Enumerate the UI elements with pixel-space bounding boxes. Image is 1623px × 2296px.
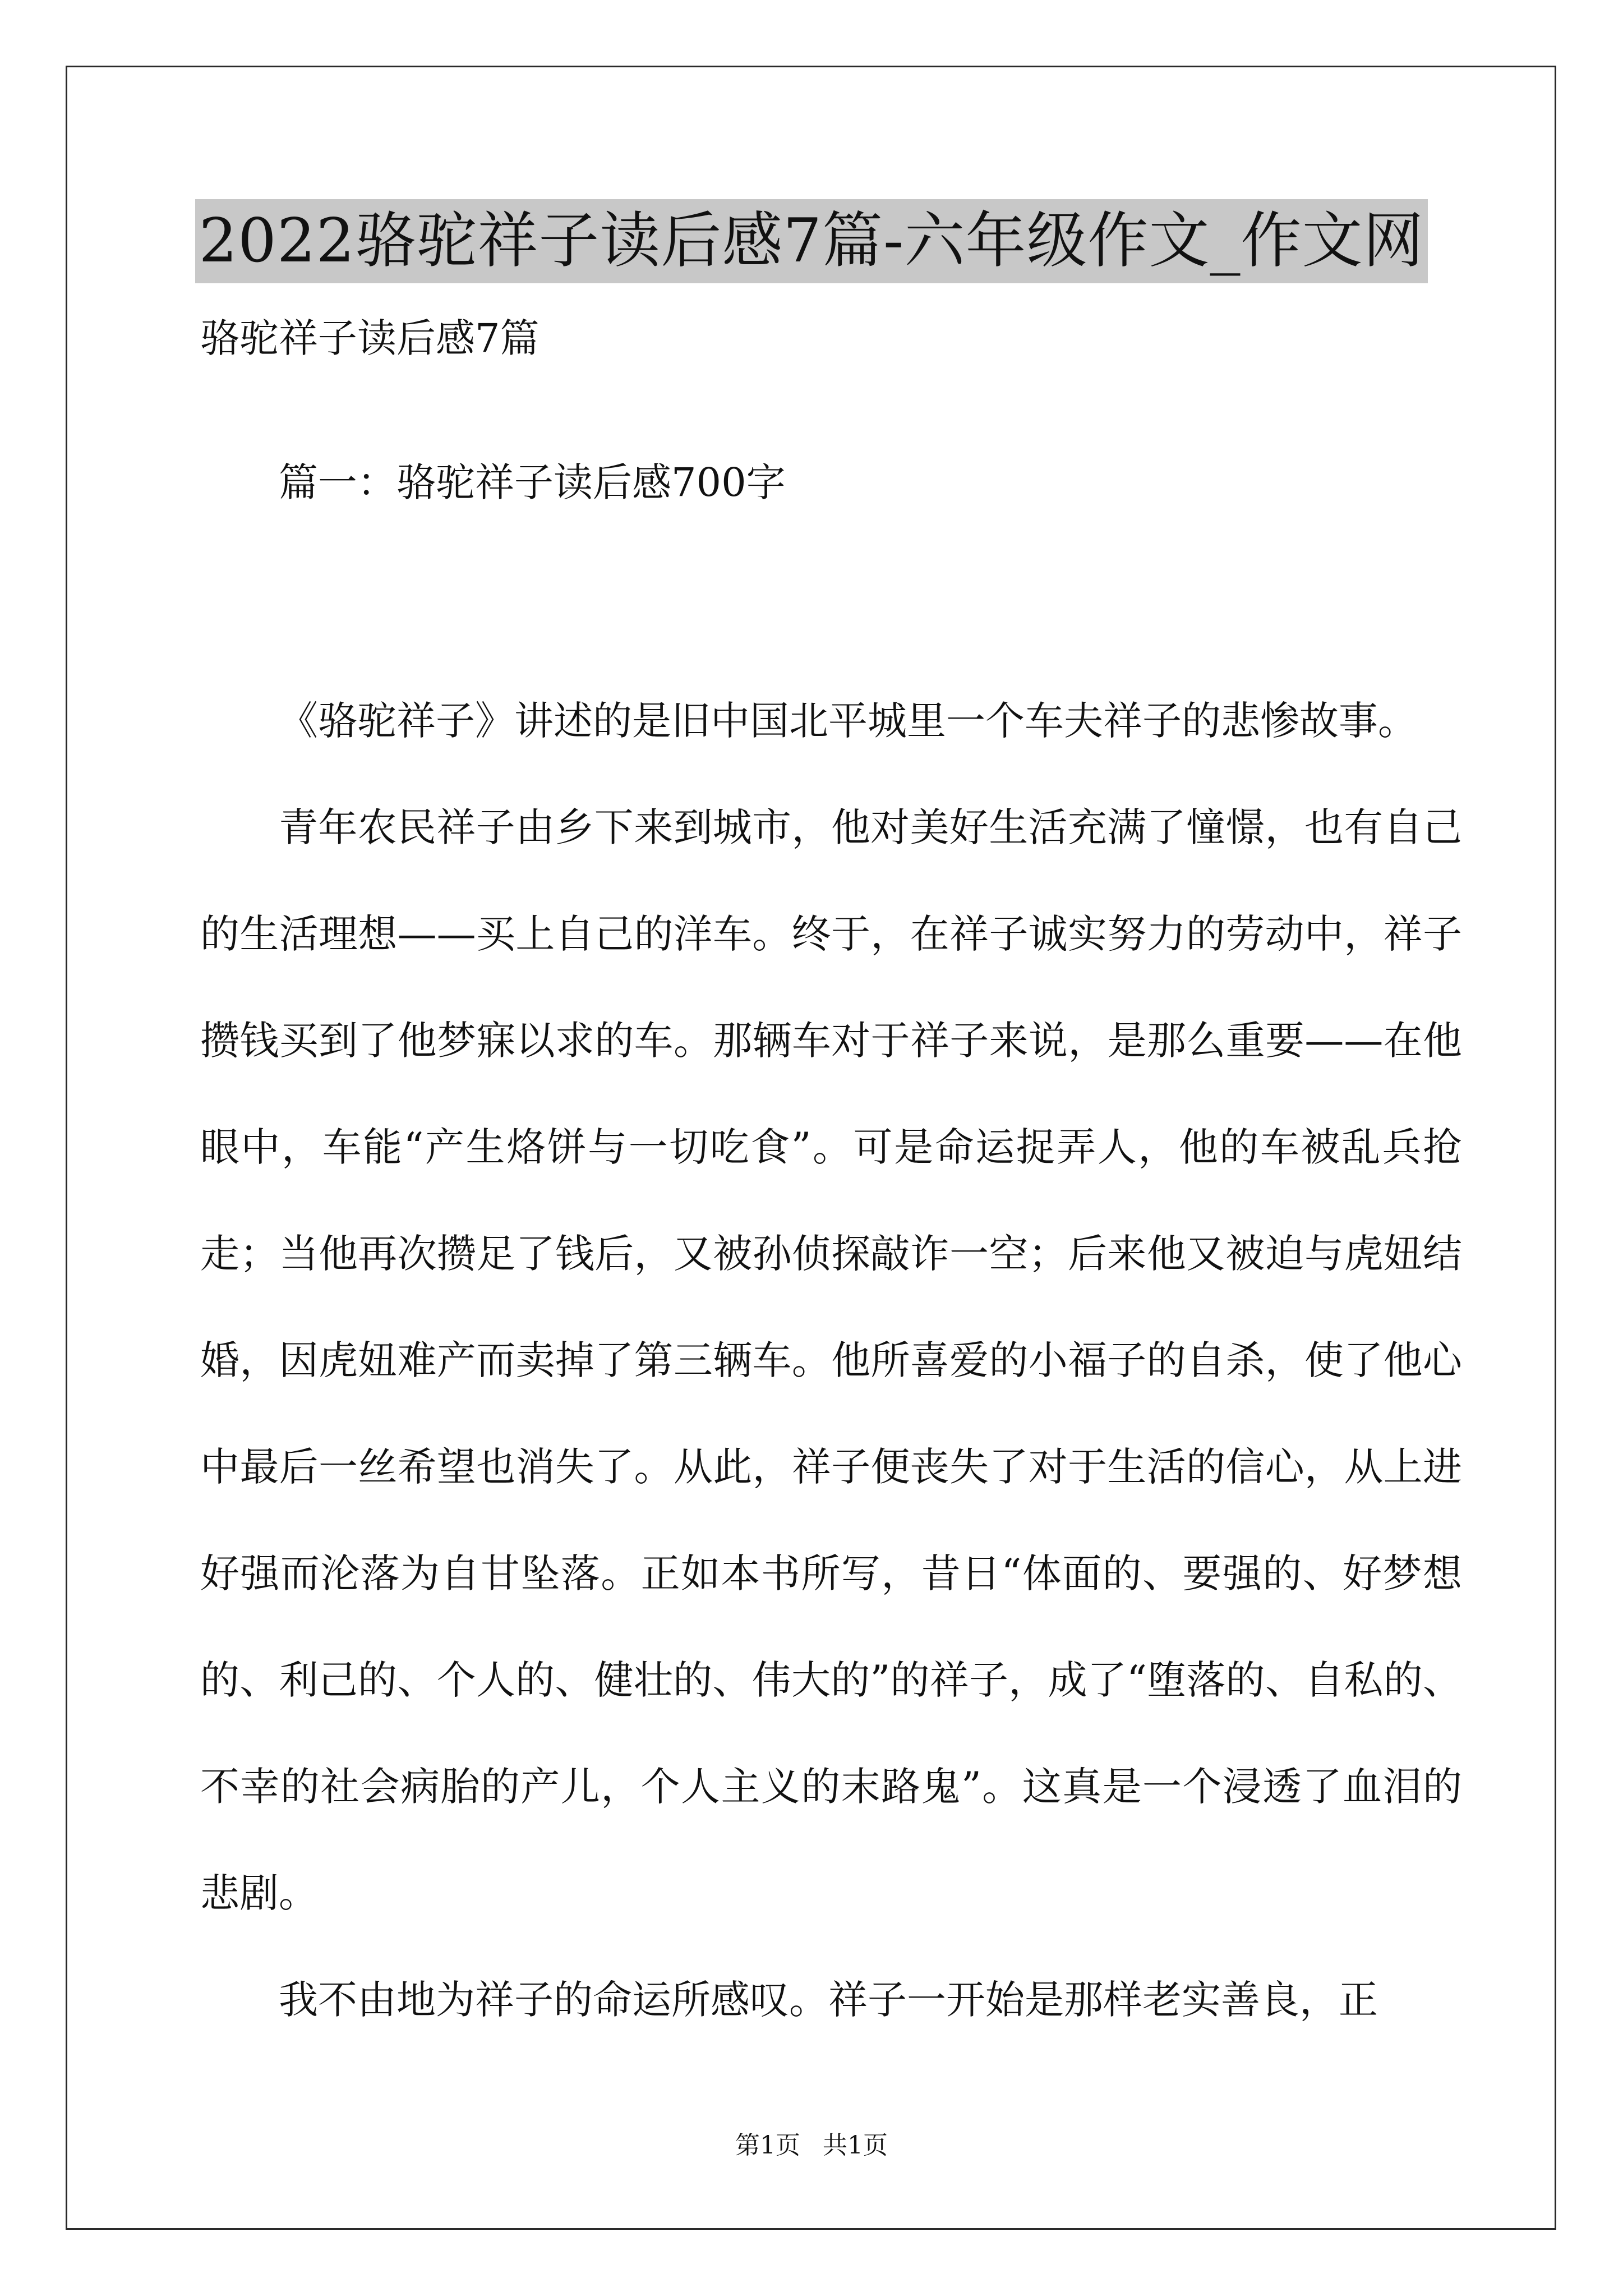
page-number: 第1页 [735, 2131, 800, 2160]
paragraph-2: 青年农民祥子由乡下来到城市，他对美好生活充满了憧憬，也有自己的生活理想——买上自己的洋车。终于，在祥子诚实努力的劳动中，祥子攒钱买到了他梦寐以求的车。那辆车对于祥子来说，是那么重要——在他眼中，车能“产生烙饼与一切吃食”。可是命运捉弄人，他的车被乱兵抢走；当他再次攒足了钱后，又被孙侦探敲诈一空；后来他又被迫与虎妞结婚，因虎妞难产而卖掉了第三辆车。他所喜爱的小福子的自杀，使了他心中最后一丝希望也消失了。从此，祥子便丧失了对于生活的信心，从上进好强而沦落为自甘坠落。正如本书所写，昔日“体面的、要强的、好梦想的、利己的、个人的、健壮的、伟大的”的祥子，成了“堕落的、自私的、不幸的社会病胎的产儿，个人主义的末路鬼”。这真是一个浸透了血泪的悲剧。 [200, 804, 1462, 1916]
section-heading: 篇一：骆驼祥子读后感700字 [279, 459, 786, 505]
article-body [200, 668, 1462, 2053]
paragraph-3: 我不由地为祥子的命运所感叹。祥子一开始是那样老实善良，正 [279, 1977, 1378, 2023]
paragraph-1: 《骆驼祥子》讲述的是旧中国北平城里一个车夫祥子的悲惨故事。 [279, 698, 1417, 744]
title-container [0, 199, 1623, 283]
document-subtitle: 骆驼祥子读后感7篇 [200, 315, 540, 361]
page-footer [0, 2129, 1623, 2162]
page-total: 共1页 [823, 2131, 888, 2160]
document-title: 2022骆驼祥子读后感7篇-六年级作文_作文网 [195, 199, 1427, 283]
